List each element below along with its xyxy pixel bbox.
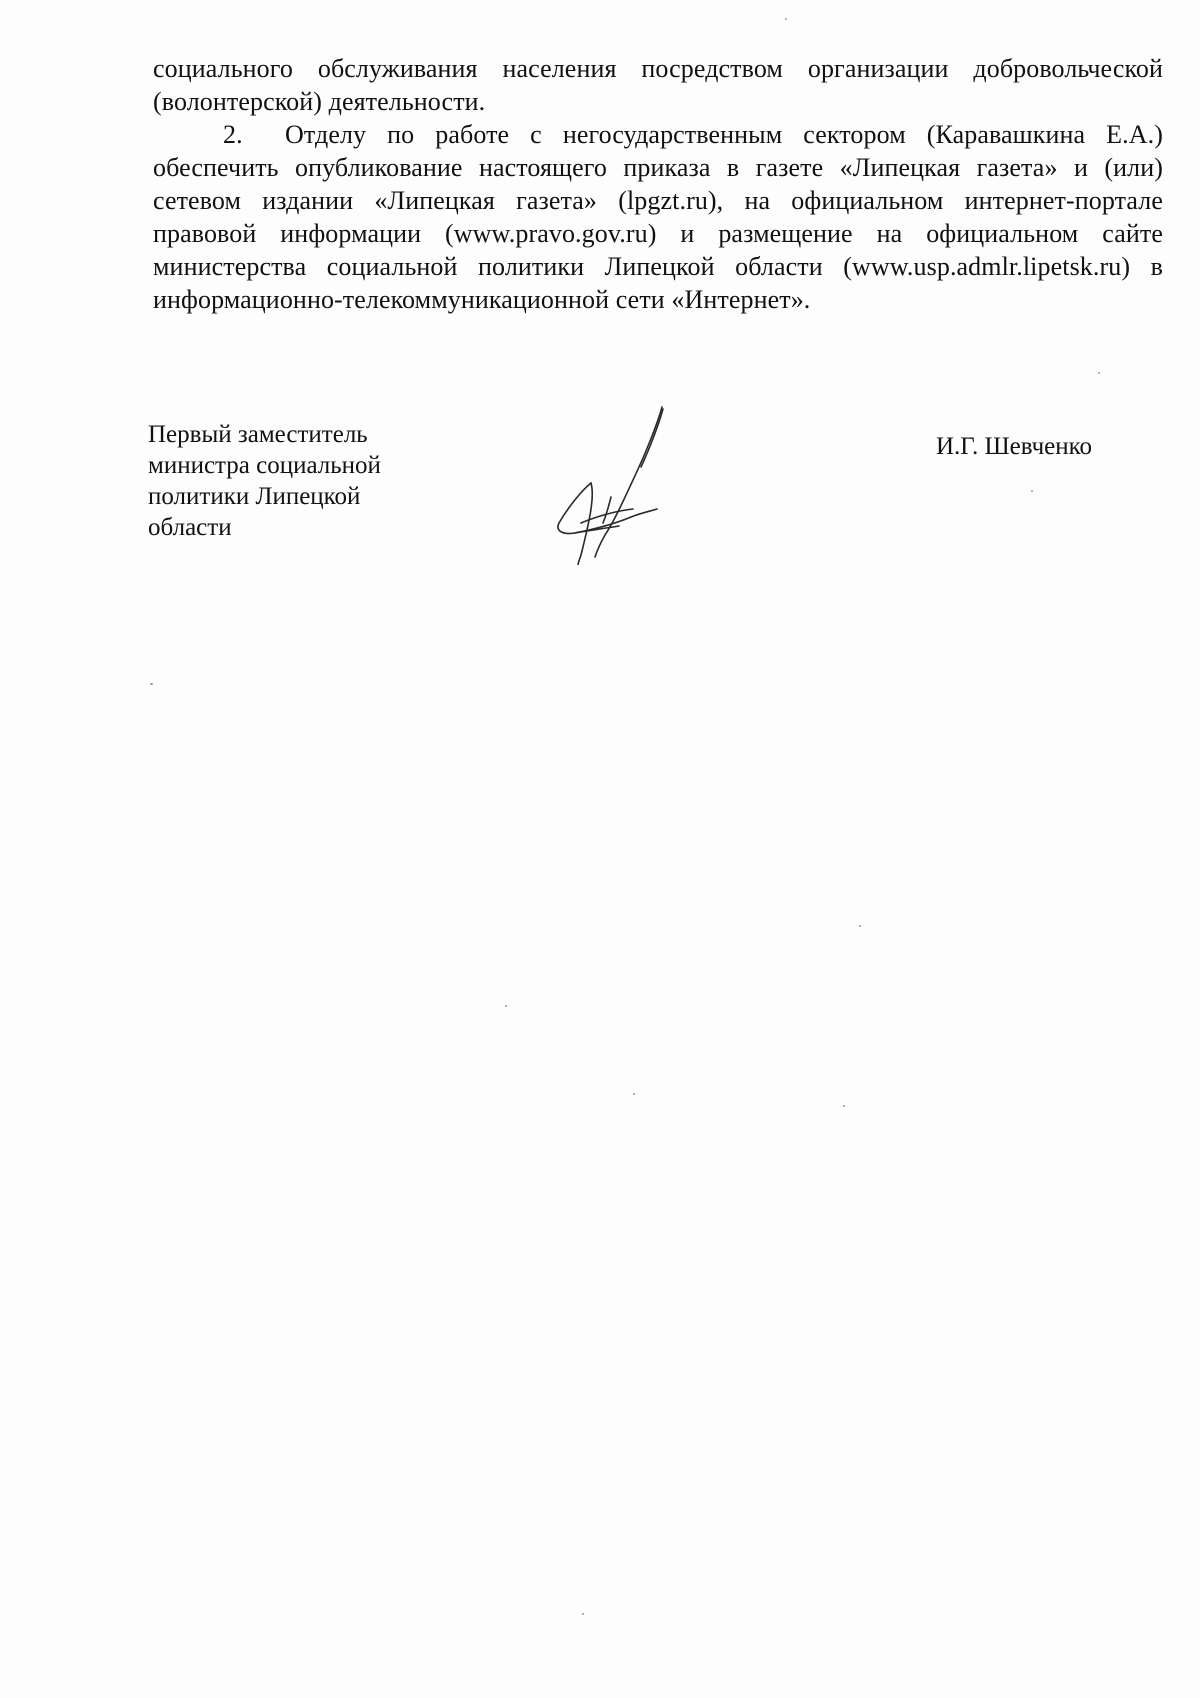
signatory-name: И.Г. Шевченко: [936, 433, 1093, 460]
paragraph-2-text: Отделу по работе с негосударственным сектором (Каравашкина Е.А.) обеспечить опубликование настоящего приказа в газете «Липецкая газета» и (или) сетевом издании «Липецкая газета» (lpgzt.ru), на официальном интернет-портале правовой информации (www.pravo.gov.ru) и размещение на официальном сайте министерства социальной политики Липецкой области (www.usp.admlr.lipetsk.ru) в информационно-телекоммуникационной сети «Интернет».: [153, 120, 1163, 314]
paragraph-1-continuation: социального обслуживания населения посредством организации добровольческой (волонтерской) деятельности.: [153, 54, 1163, 116]
signatory-position-line-2: министра социальной: [148, 452, 381, 479]
paragraph-2: [153, 118, 1163, 316]
paragraph-2-number: 2.: [223, 120, 243, 149]
scan-speck: [843, 1105, 845, 1107]
scan-speck: [785, 18, 787, 20]
scan-speck: [633, 1093, 635, 1095]
document-body: [153, 52, 1163, 316]
signatory-position-line-4: области: [148, 514, 232, 541]
scan-speck: [582, 1613, 584, 1615]
scan-speck: [150, 683, 153, 685]
signatory-position: [148, 419, 448, 543]
scan-speck: [1098, 372, 1100, 374]
scan-speck: [859, 925, 861, 927]
signatory-position-line-1: Первый заместитель: [148, 421, 368, 448]
scan-speck: [1031, 490, 1033, 492]
handwritten-signature-icon: [545, 405, 665, 565]
signatory-position-line-3: политики Липецкой: [148, 483, 361, 510]
scan-speck: [505, 1005, 507, 1007]
